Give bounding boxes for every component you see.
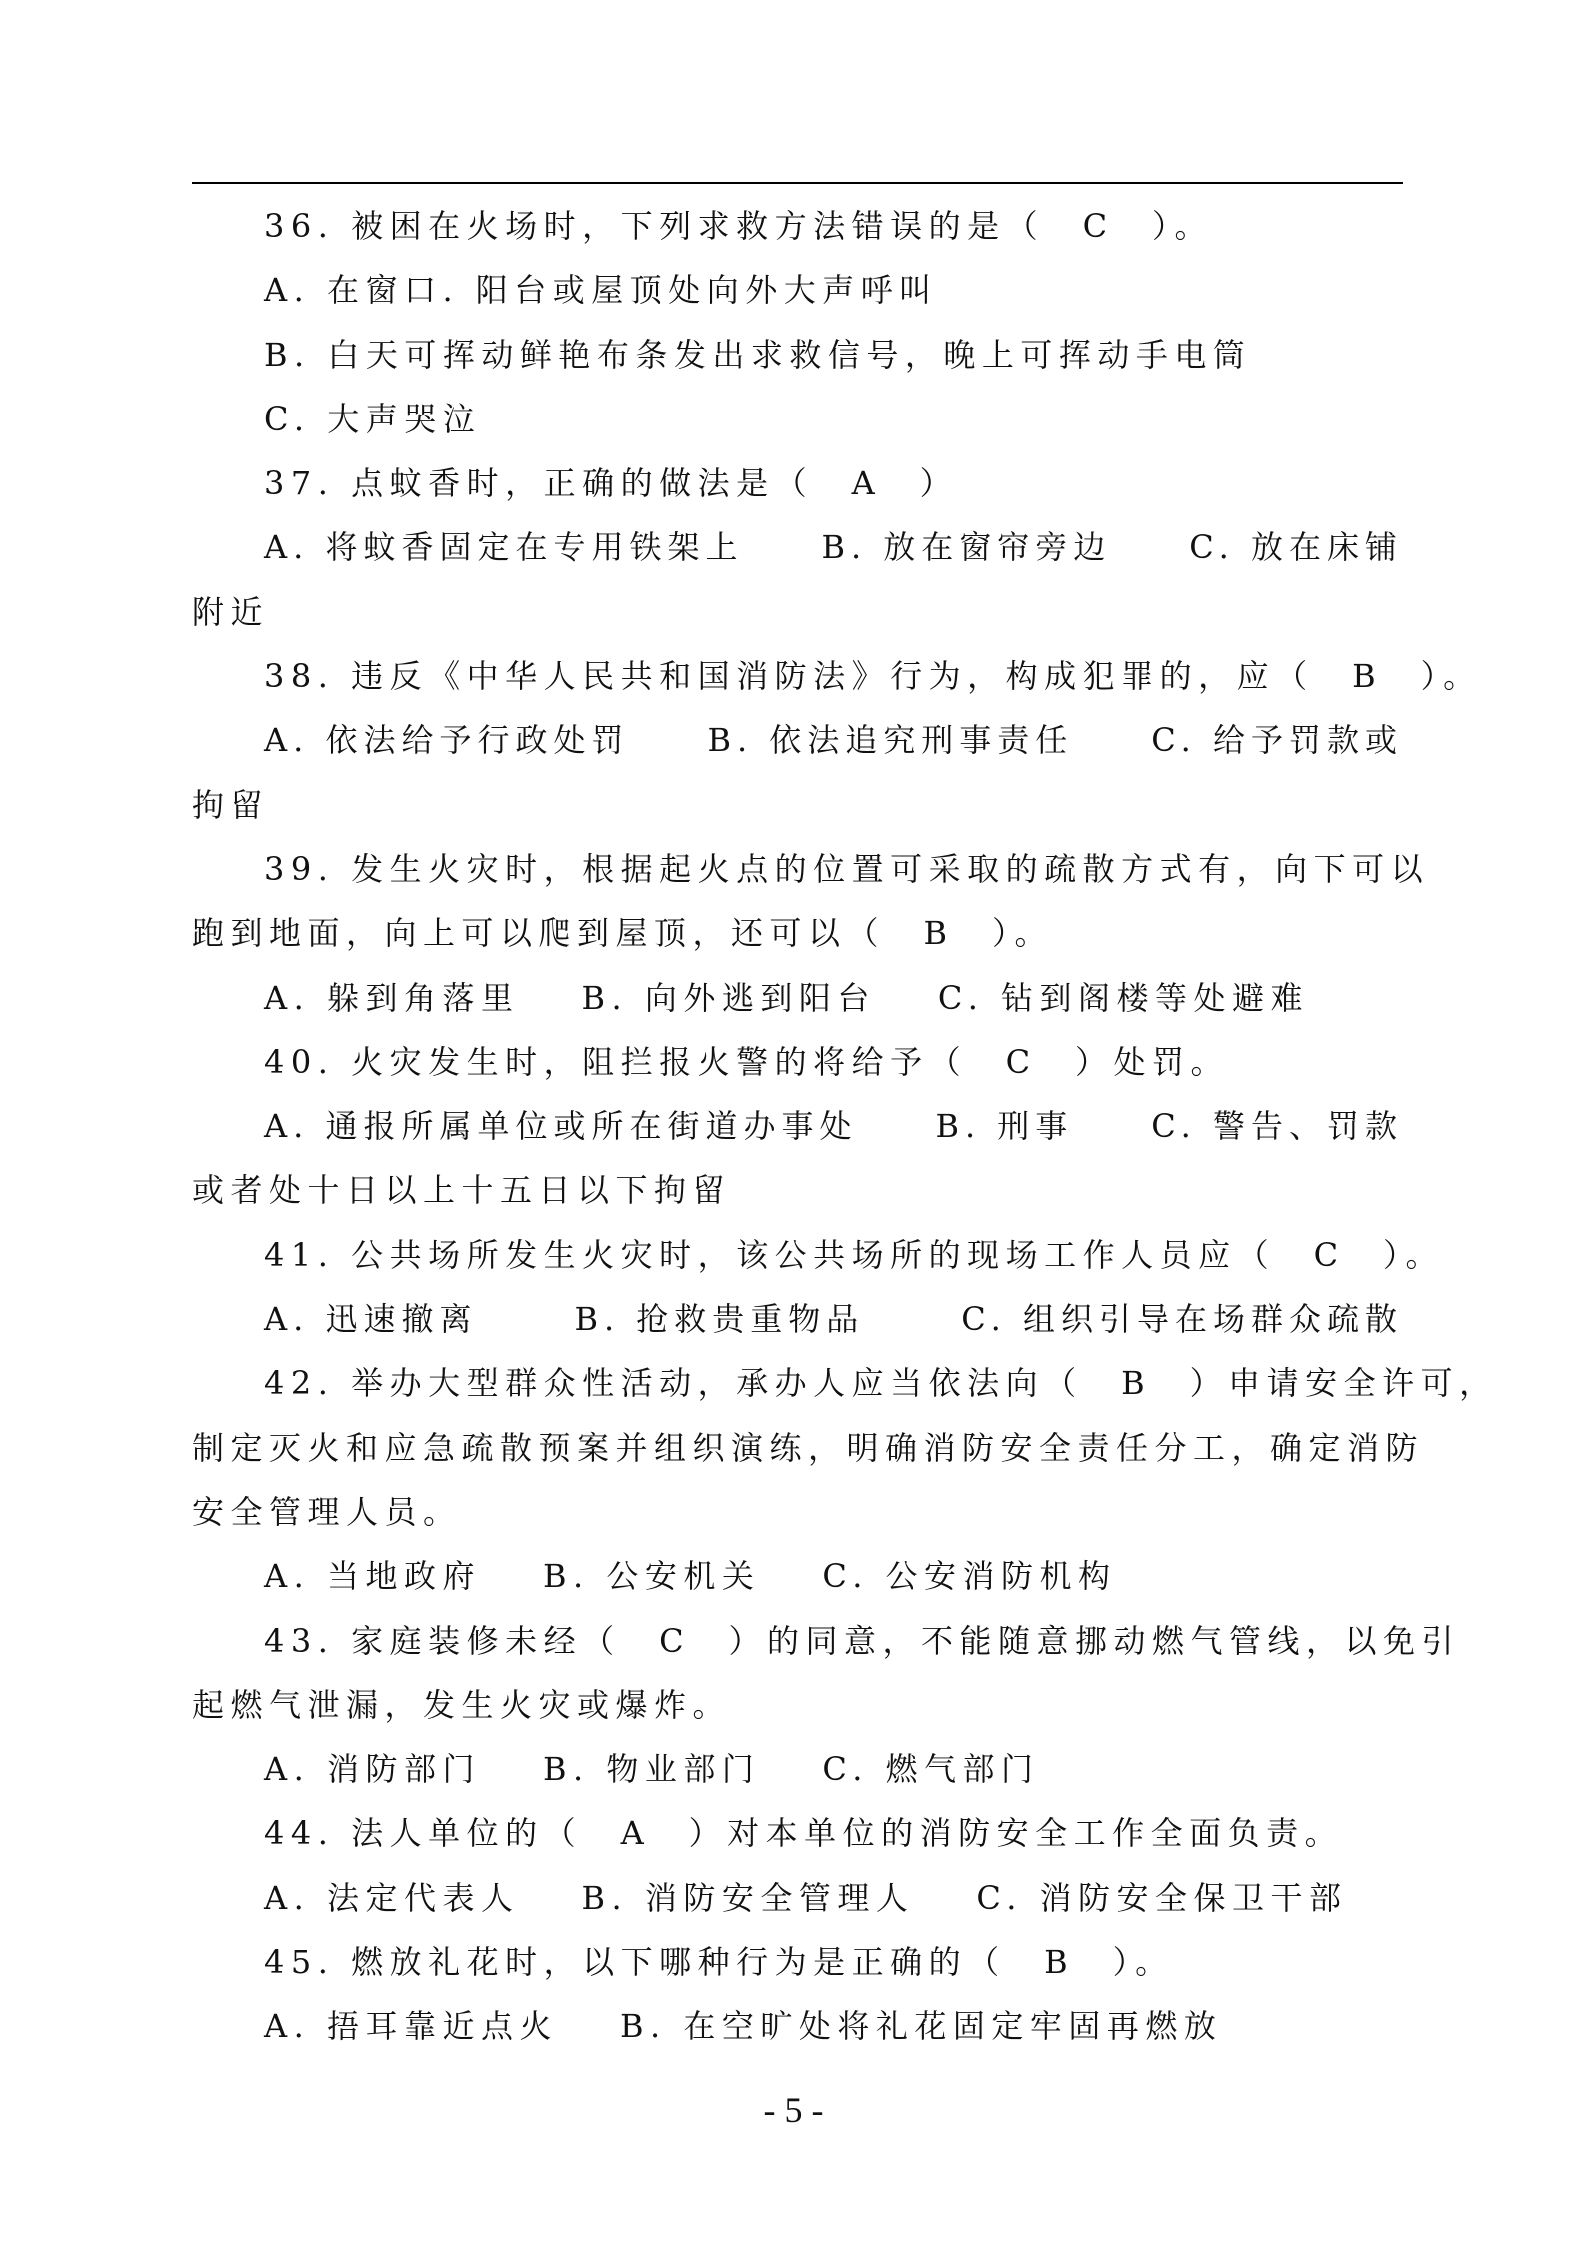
options-line bbox=[192, 1737, 1403, 1801]
option-text: B. 在空旷处将礼花固定牢固再燃放 bbox=[619, 2007, 1223, 2046]
text-line: 或者处十日以上十五日以下拘留 bbox=[192, 1171, 732, 1210]
options-line bbox=[192, 1994, 1403, 2058]
text-line: 41. 公共场所发生火灾时，该公共场所的现场工作人员应（ C ）。 bbox=[264, 1235, 1445, 1274]
text-line: 拘留 bbox=[192, 785, 270, 824]
option-text: B. 向外逃到阳台 bbox=[581, 978, 876, 1017]
header-rule bbox=[192, 182, 1403, 184]
text-line: 安全管理人员。 bbox=[192, 1492, 462, 1531]
text-line: 制定灭火和应急疏散预案并组织演练，明确消防安全责任分工，确定消防 bbox=[192, 1428, 1425, 1467]
option-text: A. 法定代表人 bbox=[264, 1878, 520, 1917]
text-line: 40. 火灾发生时，阻拦报火警的将给予（ C ）处罚。 bbox=[264, 1042, 1230, 1081]
text-line: B. 白天可挥动鲜艳布条发出求救信号，晚上可挥动手电筒 bbox=[264, 335, 1252, 374]
text-line: C. 大声哭泣 bbox=[264, 399, 482, 438]
option-text: C. 公安消防机构 bbox=[822, 1557, 1117, 1596]
option-text: A. 将蚊香固定在专用铁架上 bbox=[264, 528, 744, 567]
options-line bbox=[192, 1287, 1403, 1351]
options-line bbox=[192, 708, 1403, 772]
text-line: 43. 家庭装修未经（ C ）的同意，不能随意挪动燃气管线，以免引 bbox=[264, 1621, 1461, 1660]
option-text: B. 依法追究刑事责任 bbox=[707, 721, 1074, 760]
text-line: 44. 法人单位的（ A ）对本单位的消防安全工作全面负责。 bbox=[264, 1814, 1344, 1853]
option-text: A. 通报所属单位或所在街道办事处 bbox=[264, 1107, 858, 1146]
text-line: 37. 点蚊香时，正确的做法是（ A ） bbox=[264, 464, 959, 503]
option-text: C. 警告、罚款 bbox=[1151, 1107, 1403, 1146]
option-text: B. 公安机关 bbox=[542, 1557, 761, 1596]
option-text: C. 消防安全保卫干部 bbox=[976, 1878, 1348, 1917]
option-text: C. 燃气部门 bbox=[822, 1750, 1040, 1789]
text-line: 45. 燃放礼花时，以下哪种行为是正确的（ B ）。 bbox=[264, 1943, 1174, 1982]
options-line bbox=[192, 515, 1403, 579]
text-line: 附近 bbox=[192, 592, 270, 631]
option-text: A. 当地政府 bbox=[264, 1557, 481, 1596]
options-line bbox=[192, 1544, 1403, 1608]
option-text: A. 迅速撤离 bbox=[264, 1300, 478, 1339]
text-line: 42. 举办大型群众性活动，承办人应当依法向（ B ）申请安全许可， bbox=[264, 1364, 1498, 1403]
option-text: A. 捂耳靠近点火 bbox=[264, 2007, 558, 2046]
option-text: A. 躲到角落里 bbox=[264, 978, 520, 1017]
text-line: 36. 被困在火场时，下列求救方法错误的是（ C ）。 bbox=[264, 207, 1214, 245]
text-line: 38. 违反《中华人民共和国消防法》行为，构成犯罪的，应（ B ）。 bbox=[264, 657, 1482, 696]
option-text: A. 消防部门 bbox=[264, 1750, 481, 1789]
options-line bbox=[192, 1866, 1403, 1930]
option-text: A. 依法给予行政处罚 bbox=[264, 721, 630, 760]
option-text: B. 物业部门 bbox=[542, 1750, 761, 1789]
text-line: 起燃气泄漏，发生火灾或爆炸。 bbox=[192, 1685, 732, 1724]
option-text: C. 给予罚款或 bbox=[1151, 721, 1403, 760]
options-line bbox=[192, 1094, 1403, 1158]
option-text: B. 抢救贵重物品 bbox=[574, 1300, 865, 1339]
text-line: 39. 发生火灾时，根据起火点的位置可采取的疏散方式有，向下可以 bbox=[264, 849, 1430, 888]
option-text: B. 消防安全管理人 bbox=[581, 1878, 915, 1917]
text-line: A. 在窗口. 阳台或屋顶处向外大声呼叫 bbox=[264, 271, 938, 310]
option-text: C. 组织引导在场群众疏散 bbox=[961, 1300, 1403, 1339]
option-text: B. 放在窗帘旁边 bbox=[821, 528, 1112, 567]
document-body bbox=[192, 194, 1498, 2059]
page-number: - 5 - bbox=[763, 2090, 824, 2130]
options-line bbox=[192, 966, 1403, 1030]
option-text: C. 钻到阁楼等处避难 bbox=[937, 978, 1310, 1017]
option-text: C. 放在床铺 bbox=[1189, 528, 1403, 567]
text-line: 跑到地面，向上可以爬到屋顶，还可以（ B ）。 bbox=[192, 914, 1054, 953]
option-text: B. 刑事 bbox=[935, 1107, 1074, 1146]
